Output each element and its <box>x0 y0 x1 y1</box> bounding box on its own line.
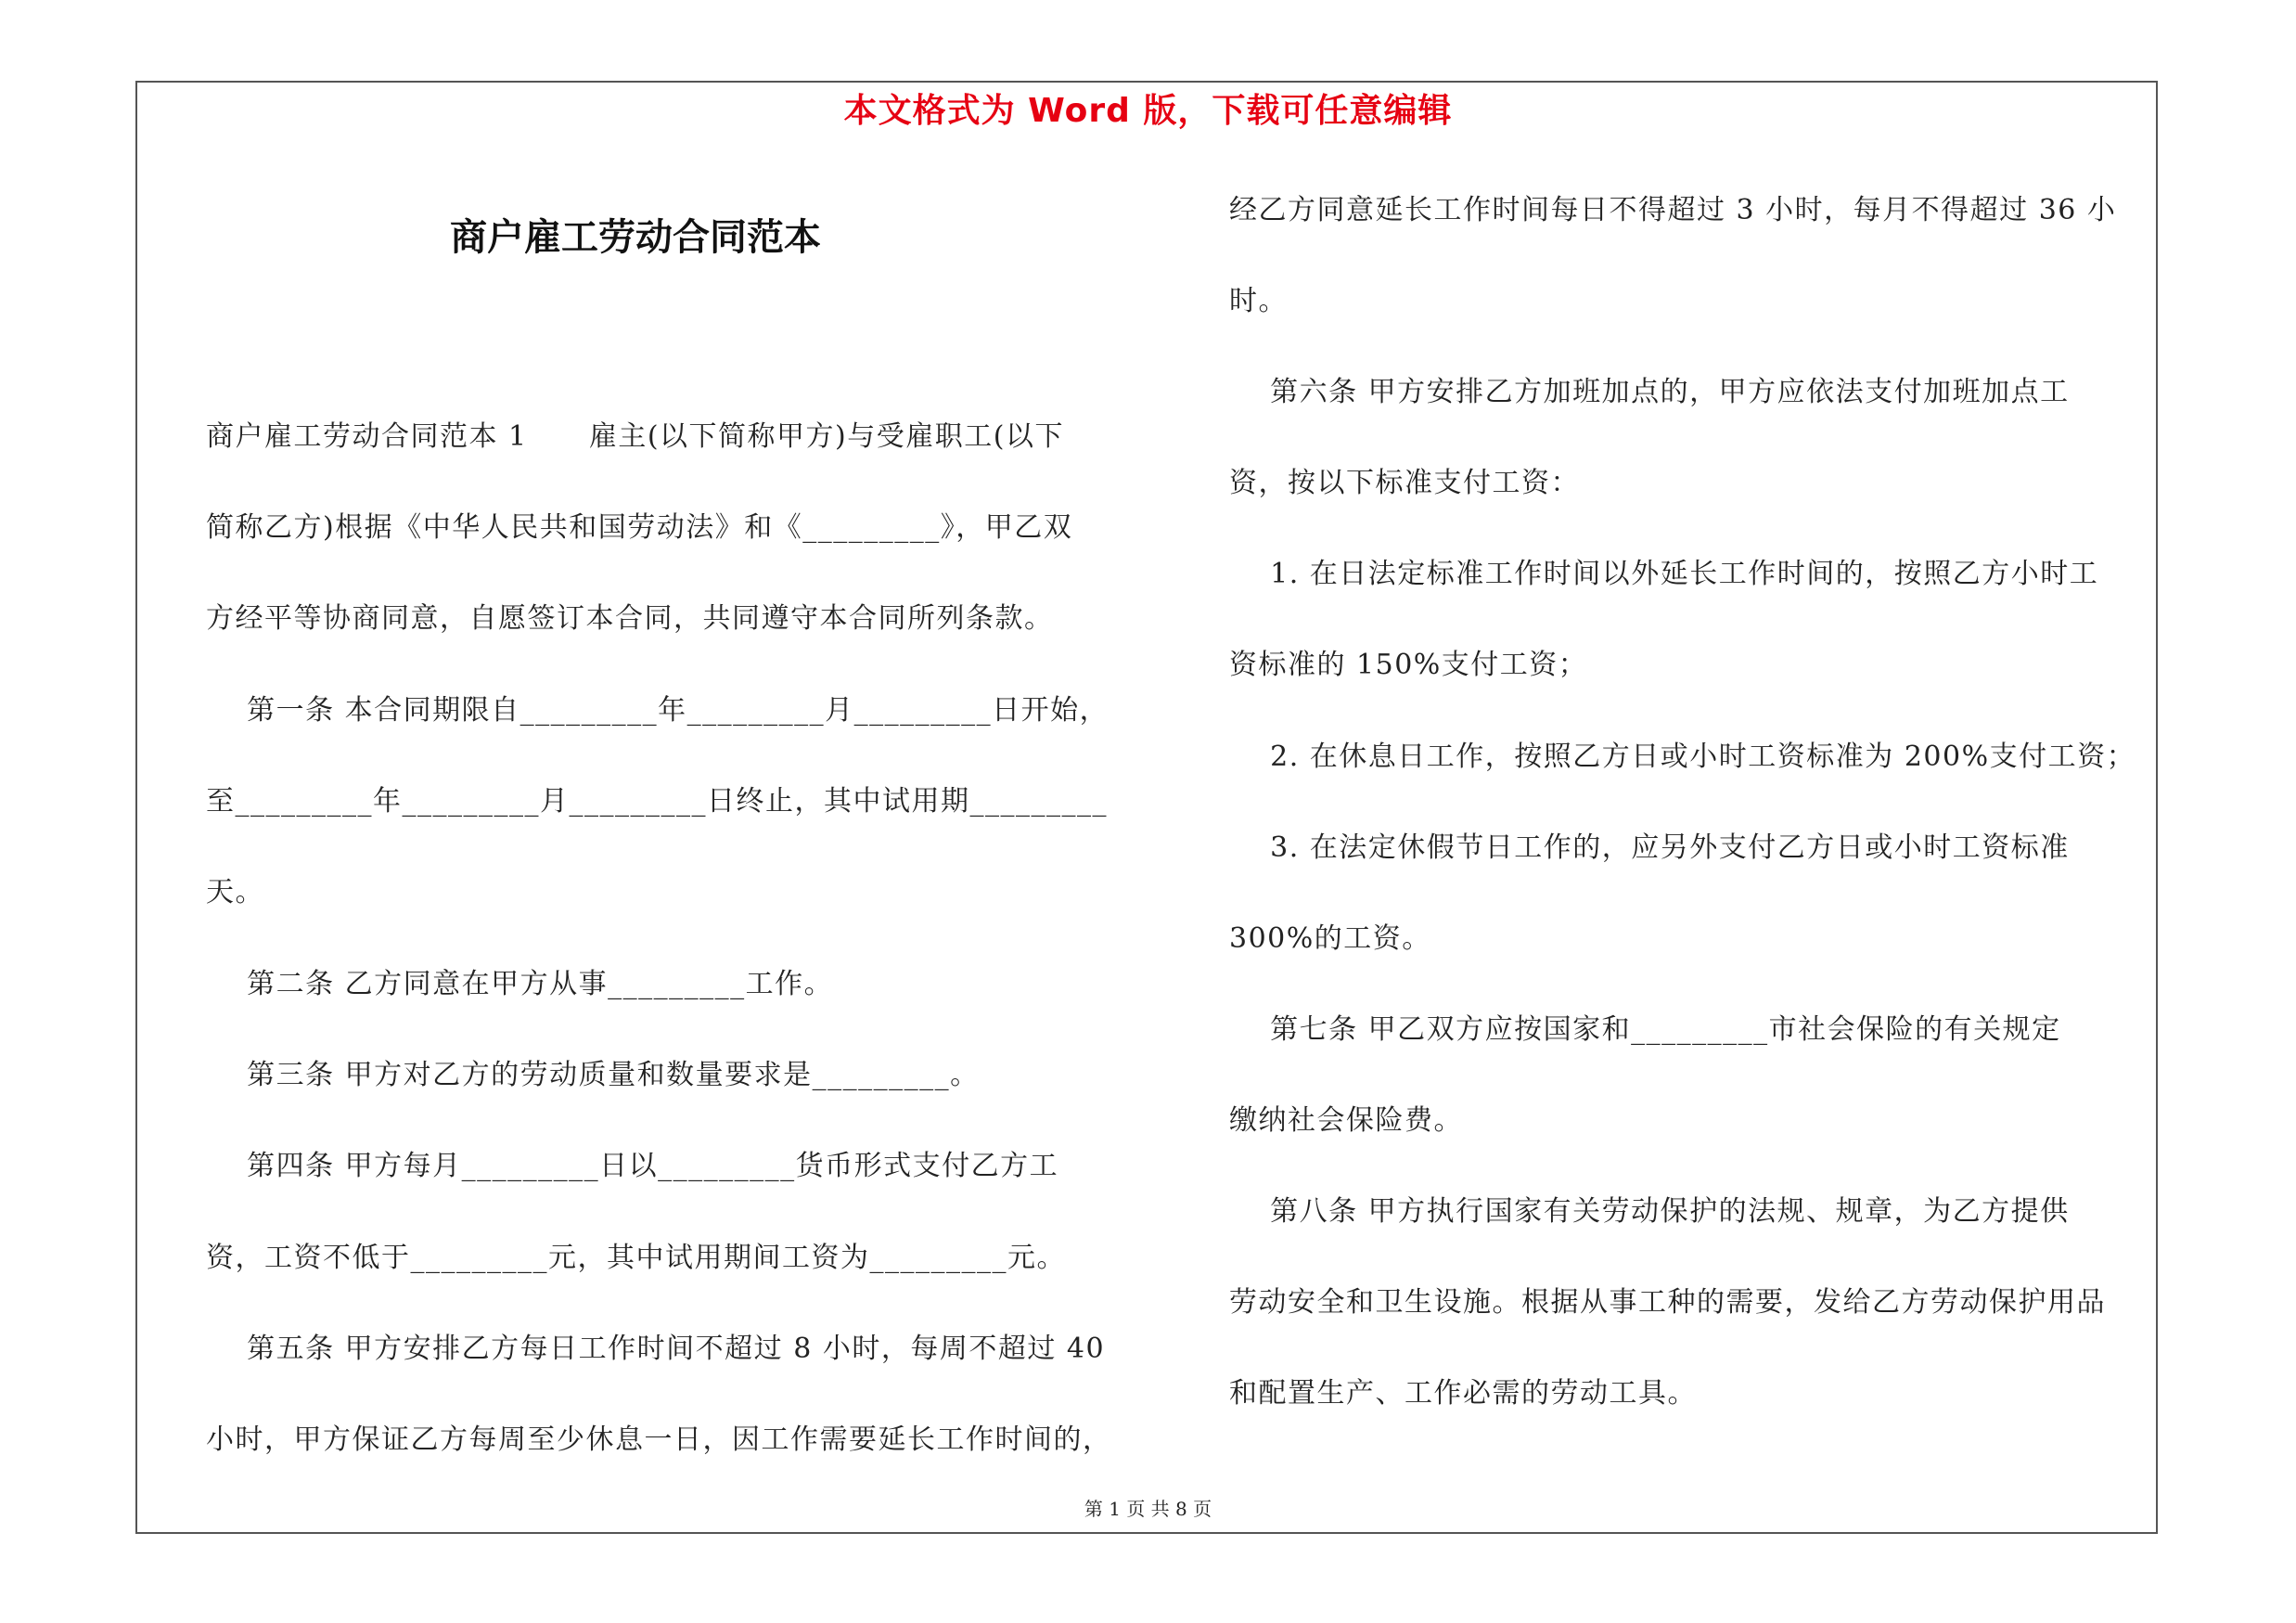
body-text-line: 第三条 甲方对乙方的劳动质量和数量要求是_________。 <box>206 1059 980 1091</box>
body-text-line: 第四条 甲方每月_________日以_________货币形式支付乙方工 <box>206 1150 1059 1182</box>
page-number-footer: 第 1 页 共 8 页 <box>1084 1498 1212 1520</box>
body-text-line: 资标准的 150%支付工资； <box>1229 649 1588 681</box>
body-text-line: 第五条 甲方安排乙方每日工作时间不超过 8 小时，每周不超过 40 <box>206 1333 1106 1365</box>
body-text-line: 时。 <box>1229 285 1288 317</box>
body-text-line: 经乙方同意延长工作时间每日不得超过 3 小时，每月不得超过 36 小 <box>1229 194 2117 226</box>
body-text-line: 第六条 甲方安排乙方加班加点的，甲方应依法支付加班加点工 <box>1229 376 2070 408</box>
document-title: 商户雇工劳动合同范本 <box>450 216 821 259</box>
body-text-line: 商户雇工劳动合同范本 1 雇主(以下简称甲方)与受雇职工(以下 <box>206 420 1064 453</box>
body-text-line: 方经平等协商同意，自愿签订本合同，共同遵守本合同所列条款。 <box>206 602 1054 635</box>
body-text-line: 缴纳社会保险费。 <box>1229 1104 1463 1137</box>
body-text-line: 第一条 本合同期限自_________年_________月_________日开始， <box>206 694 1110 727</box>
body-text-line: 简称乙方)根据《中华人民共和国劳动法》和《_________》，甲乙双 <box>206 511 1073 544</box>
body-text-line: 3. 在法定休假节日工作的，应另外支付乙方日或小时工资标准 <box>1229 831 2070 864</box>
body-text-line: 第八条 甲方执行国家有关劳动保护的法规、规章，为乙方提供 <box>1229 1195 2070 1228</box>
body-text-line: 资，按以下标准支付工资： <box>1229 467 1580 499</box>
body-text-line: 300%的工资。 <box>1229 922 1431 955</box>
format-notice-banner: 本文格式为 Word 版，下载可任意编辑 <box>843 92 1453 130</box>
body-text-line: 第二条 乙方同意在甲方从事_________工作。 <box>206 968 834 1000</box>
body-text-line: 2. 在休息日工作，按照乙方日或小时工资标准为 200%支付工资； <box>1229 741 2136 773</box>
body-text-line: 天。 <box>206 876 264 908</box>
body-text-line: 劳动安全和卫生设施。根据从事工种的需要，发给乙方劳动保护用品 <box>1229 1286 2106 1319</box>
body-text-line: 第七条 甲乙双方应按国家和_________市社会保险的有关规定 <box>1229 1013 2061 1046</box>
body-text-line: 资，工资不低于_________元，其中试用期间工资为_________元。 <box>206 1242 1066 1274</box>
body-text-line: 和配置生产、工作必需的劳动工具。 <box>1229 1377 1697 1410</box>
body-text-line: 1. 在日法定标准工作时间以外延长工作时间的，按照乙方小时工 <box>1229 558 2099 590</box>
body-text-line: 至_________年_________月_________日终止，其中试用期_________ <box>206 785 1108 818</box>
body-text-line: 小时，甲方保证乙方每周至少休息一日，因工作需要延长工作时间的， <box>206 1423 1112 1456</box>
